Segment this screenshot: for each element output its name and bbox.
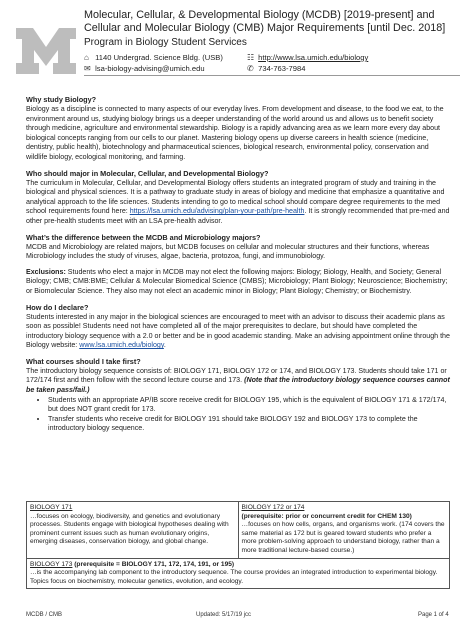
- difference-paragraph: MCDB and Microbiology are related majors, but MCDB focuses on cellular and molecular structures and their functions, whereas Microbiology includes the study of viruses, algae, bacteria, protozoa, fungi, and immunobiology.: [26, 242, 430, 261]
- bio173-prereq: (prerequisite = BIOLOGY 171, 172, 174, 191, or 195): [72, 560, 235, 568]
- bio173-cell: [27, 558, 450, 589]
- courses-heading: What courses should I take first?: [26, 356, 141, 366]
- mouse-icon: ☷: [247, 53, 255, 62]
- who-text-after: . It is strongly recommended that pre-med and other pre-health students meet with an LSA pre-health advisor.: [26, 207, 450, 225]
- bio172-description: …focuses on how cells, organs, and organisms work. (174 covers the same material as 172 but is geared toward students who prefer a more problem-solving approach to understand biology, rather than a more traditional lecture-based course.): [241, 521, 445, 554]
- exclusions-label: Exclusions:: [26, 267, 66, 276]
- who-heading: Who should major in Molecular, Cellular, and Developmental Biology?: [26, 168, 269, 178]
- courses-text: The introductory biology sequence consists of: BIOLOGY 171, BIOLOGY 172 or 174, and BIOLOGY 173. Students should take 171 or 172/174 first and then follow with the second lecture course and 173.: [26, 366, 447, 385]
- courses-paragraph: [26, 367, 450, 396]
- exclusions-paragraph: [26, 268, 450, 297]
- website-link[interactable]: http://www.lsa.umich.edu/biology: [258, 53, 369, 62]
- pre-health-link[interactable]: https://lsa.umich.edu/advising/plan-your-path/pre-health: [129, 207, 305, 216]
- email-link[interactable]: lsa-biology-advising@umich.edu: [95, 64, 205, 73]
- table-row: [27, 502, 450, 559]
- declare-text: Students interested in any major in the biological sciences are encouraged to meet with an advisor to discuss their academic plans as soon as possible! Students need not have completed all of the major prerequisites to declare, but should have completed the introductory biology sequence with a 2.0 or better and be in good academic standing. Make an advising appointment online through the Biology website:: [26, 312, 450, 350]
- bio172-prereq: (prerequisite: prior or concurrent credit for CHEM 130): [241, 512, 412, 520]
- footer-left: MCDB / CMB: [26, 612, 62, 618]
- declare-heading: How do I declare?: [26, 302, 89, 312]
- footer-updated: Updated: 5/17/19 jcc: [196, 612, 252, 618]
- table-row: [27, 558, 450, 589]
- why-paragraph: Biology as a discipline is connected to many aspects of our everyday lives. From development and disease, to the food we eat, to the environment around us, studying biology brings us a deeper understanding of the world around us and allows us to benefit society through medicine, agriculture and environmental stewardship. Biology is a rapidly advancing area as we learn more every day about biological concepts ranging from our cells to our planet. Mastering biology opens up diverse careers in health science (medicine, dentistry, public health), biotechnology and pharmaceutical sciences, biological research, environmental policy, conservation and wildlife biology, ecological monitoring, and farming.: [26, 105, 444, 161]
- who-text: The curriculum in Molecular, Cellular, and Developmental Biology offers students an integrated program of study and training in the biological and physical sciences. It is a pathway to graduate study in areas of biology and medicine that emphasize a quantitative and analytical approach to the life sciences. Students intending to go to medical school should compare degree requirements to the med school requirements found here:: [26, 178, 445, 216]
- bio171-title: BIOLOGY 171: [30, 504, 73, 511]
- address-line: [84, 53, 223, 63]
- building-icon: ⌂: [84, 53, 89, 62]
- website-line: [247, 53, 368, 63]
- footer-page-number: Page 1 of 4: [418, 612, 449, 618]
- why-heading: Why study Biology?: [26, 95, 97, 104]
- course-table: [26, 501, 450, 589]
- phone-icon: ✆: [247, 64, 254, 73]
- program-name: Program in Biology Student Services: [84, 37, 247, 48]
- bio172-title: BIOLOGY 172 or 174: [241, 504, 305, 511]
- header-divider: [84, 75, 460, 76]
- courses-bullet-list: [26, 396, 450, 434]
- bio173-title: BIOLOGY 173: [30, 560, 73, 568]
- declare-paragraph: [26, 313, 450, 351]
- pass-fail-note: (Note that the introductory biology sequence courses cannot be taken pass/fail.): [26, 376, 450, 395]
- exclusions-text: Students who elect a major in MCDB may not elect the following majors: Biology; Biology, Health, and Society; General Biology; CMB; CMB:BME; Cellular & Molecular Biomedical Science (CMBS); Microbiology; Plant Biology; Neuroscience; Biochemistry; or Biomolecular Science. They also may not elect an academic minor in Biology; Plant Biology; Chemistry; or Biochemistry.: [26, 267, 448, 295]
- envelope-icon: ✉: [84, 64, 91, 73]
- umich-block-m-logo: [16, 28, 76, 74]
- bio171-description: …focuses on ecology, biodiversity, and genetics and evolutionary processes. Students engage with biological hypotheses dealing with prominent current issues such as human evolutionary origins, emerging diseases, conservation biology, and global change.: [30, 512, 229, 546]
- list-item: • Transfer students who receive credit for BIOLOGY 191 should take BIOLOGY 192 and BIOLOGY 173 to complete the introductory biology sequence.: [48, 415, 450, 434]
- address-text: 1140 Undergrad. Science Bldg. (USB): [95, 53, 223, 62]
- bio171-cell: [27, 502, 239, 559]
- document-body: [26, 95, 450, 438]
- who-paragraph: [26, 179, 450, 227]
- document-title: Molecular, Cellular, & Developmental Biology (MCDB) [2019-present] and Cellular and Molecular Biology (CMB) Major Requirements [until Dec. 2018]: [84, 9, 446, 34]
- declare-text-after: .: [163, 341, 166, 350]
- phone-line: [247, 64, 305, 74]
- email-line: [84, 64, 205, 74]
- bio173-description: …is the accompanying lab component to the introductory sequence. The course provides an integrated introduction to experimental biology. Topics focus on biochemistry, molecular genetics, evolution, and ecology.: [30, 569, 438, 585]
- biology-website-link[interactable]: www.lsa.umich.edu/biology: [79, 341, 164, 350]
- phone-text: 734-763-7984: [258, 64, 306, 73]
- difference-heading: What’s the difference between the MCDB and Microbiology majors?: [26, 232, 261, 242]
- list-item: • Students with an appropriate AP/IB score receive credit for BIOLOGY 195, which is the equivalent of BIOLOGY 171 & 172/174, but does NOT grant credit for 173.: [48, 396, 450, 415]
- bio172-cell: [238, 502, 450, 559]
